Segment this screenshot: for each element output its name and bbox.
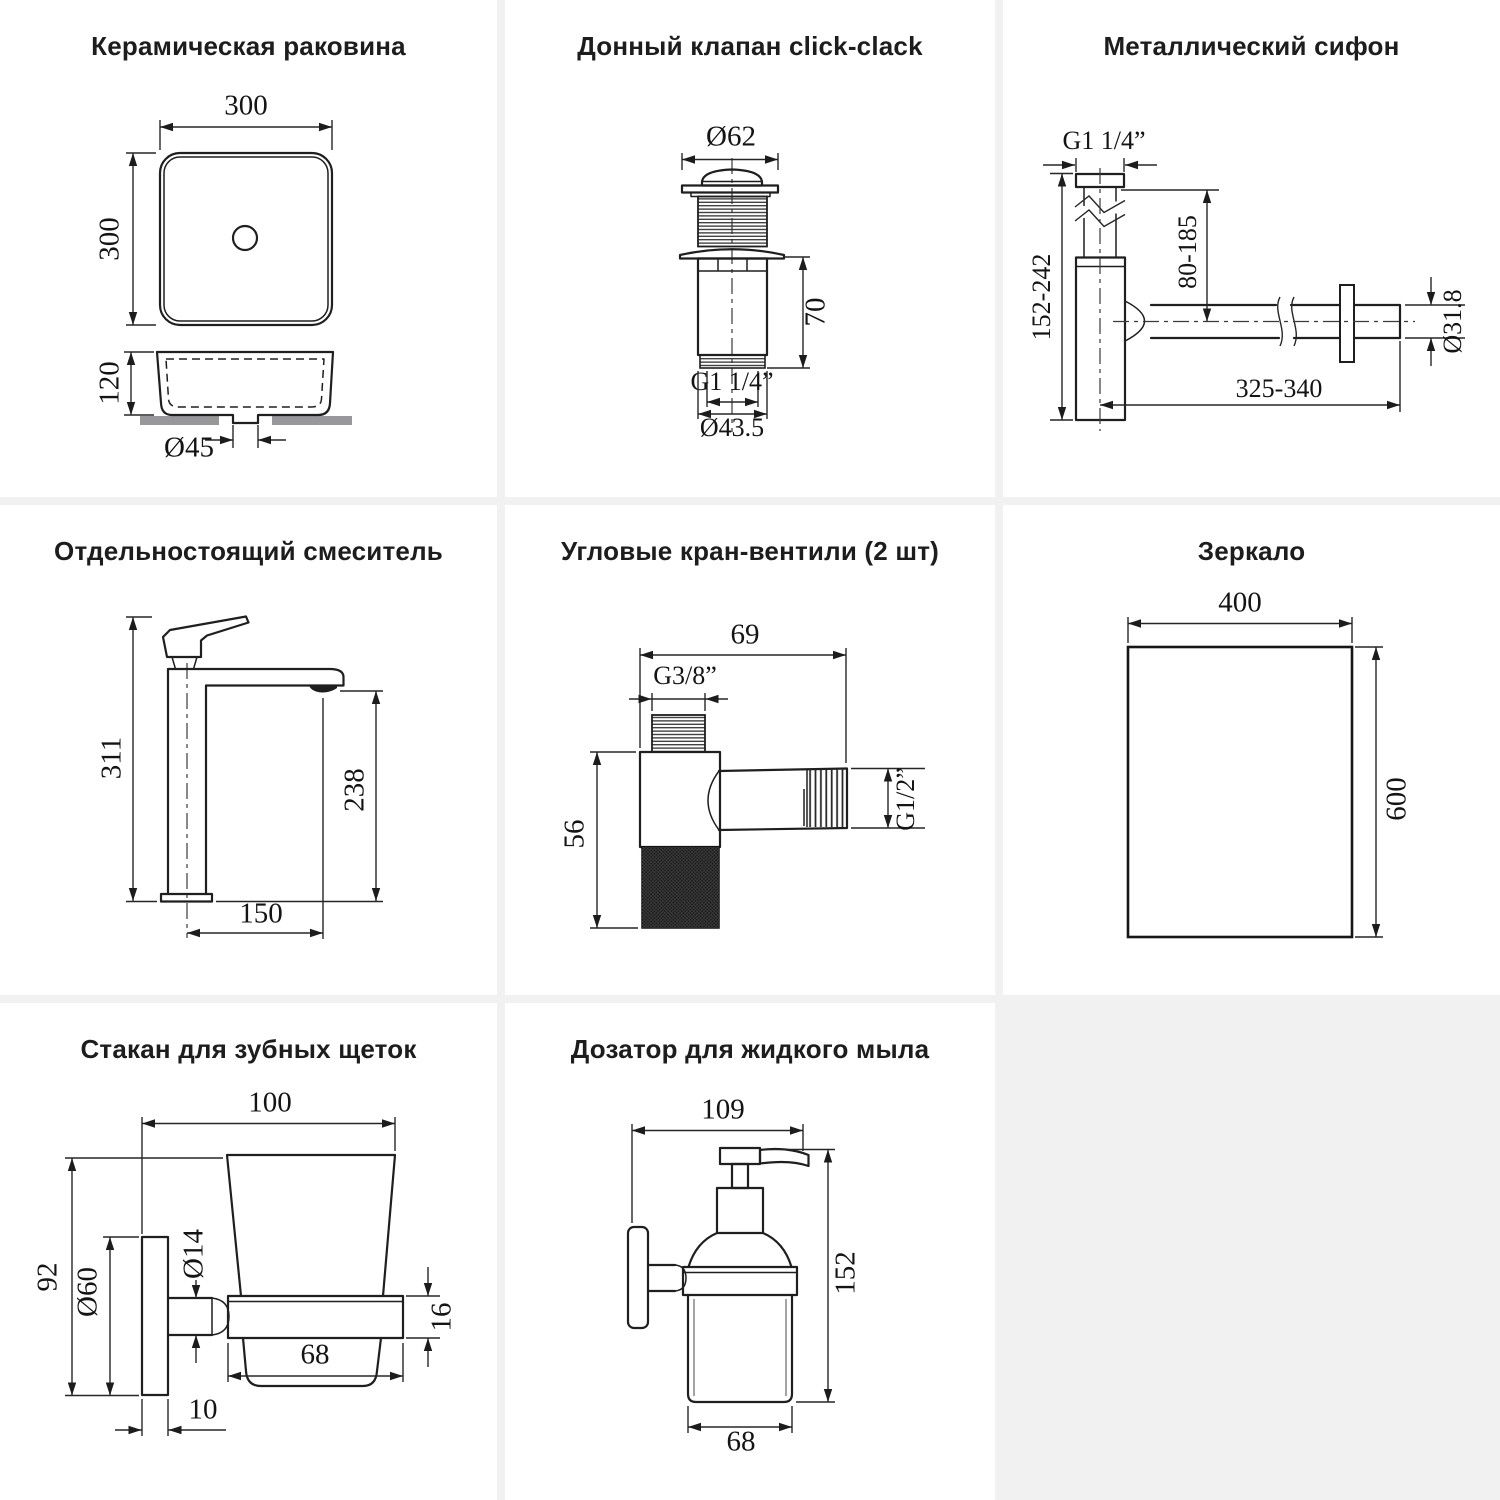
- dim-height-label: 92: [31, 1262, 64, 1292]
- dim-width-label: 69: [730, 618, 760, 651]
- soap-dispenser-drawing: [505, 1003, 995, 1500]
- dim-inlet-offset-label: 80-185: [1172, 215, 1202, 289]
- dim-width-label: 100: [248, 1086, 292, 1119]
- valve-body: [640, 715, 847, 928]
- panel-title: Зеркало: [1197, 536, 1306, 566]
- pump-collar: [717, 1188, 763, 1233]
- inlet-thread: [652, 715, 705, 752]
- dim-drain-label: Ø45: [164, 431, 214, 464]
- wall-flange: [1340, 285, 1354, 362]
- dim-height-range-label: 152-242: [1026, 253, 1056, 341]
- pump-head: [720, 1148, 760, 1164]
- siphon-drawing: [1003, 0, 1500, 497]
- angle-valve-drawing: [505, 505, 995, 995]
- panel-soap-dispenser: [505, 1003, 995, 1500]
- pump-spout: [760, 1149, 809, 1166]
- panel-freestanding-mixer: [0, 505, 497, 995]
- click-clack-drawing: [505, 0, 995, 497]
- panel-ceramic-sink: [0, 0, 497, 497]
- panel-title: Донный клапан click-clack: [577, 31, 923, 61]
- sink-top-view: [160, 153, 332, 325]
- dim-arm-label: Ø14: [177, 1229, 210, 1279]
- dim-ring-label: 16: [425, 1302, 458, 1332]
- dim-width-label: 109: [701, 1093, 745, 1126]
- bottle-shoulder: [689, 1233, 792, 1267]
- mixer-drawing: [0, 505, 497, 995]
- countertop-right: [272, 416, 352, 425]
- dim-total-height-label: 311: [95, 736, 128, 780]
- mirror-dimensions: [1128, 587, 1413, 937]
- aerator: [309, 686, 337, 693]
- panel-title: Металлический сифон: [1103, 31, 1400, 61]
- dim-height-label: 56: [558, 819, 591, 849]
- dim-outlet-label: G1/2”: [890, 767, 920, 831]
- dim-height-label: 120: [93, 361, 126, 405]
- panel-title: Дозатор для жидкого мыла: [570, 1034, 930, 1064]
- dim-depth-label: 300: [93, 217, 126, 261]
- panel-metal-siphon: [1003, 0, 1500, 497]
- outlet-thread: [808, 770, 846, 828]
- panel-mirror: [1003, 505, 1500, 995]
- dim-height-label: 70: [799, 297, 832, 327]
- dim-spout-height-label: 238: [338, 768, 371, 812]
- arm-nose: [212, 1298, 229, 1335]
- ceramic-sink-drawing: [0, 0, 497, 497]
- mixer-body: [161, 617, 344, 902]
- panel-click-clack-valve: [505, 0, 995, 497]
- wall-plate: [628, 1227, 648, 1328]
- dim-pipe-label: Ø31.8: [1437, 289, 1467, 354]
- knurl-texture: [642, 847, 719, 928]
- panel-title: Стакан для зубных щеток: [80, 1034, 417, 1064]
- upper-thread: [698, 197, 767, 247]
- dim-width-label: 400: [1218, 586, 1262, 619]
- dim-plate-depth-label: 10: [188, 1393, 218, 1426]
- panel-title: Угловые кран-вентили (2 шт): [560, 536, 940, 566]
- siphon-dimensions: [1027, 126, 1467, 420]
- empty-cell: [1003, 1003, 1500, 1500]
- sink-side-dimensions: [94, 352, 286, 464]
- glass-cup: [227, 1155, 395, 1296]
- dim-cup-label: 68: [300, 1338, 330, 1371]
- panel-title: Отдельностоящий смеситель: [54, 536, 443, 566]
- panel-angle-valves: [505, 505, 995, 995]
- lever-handle: [163, 617, 249, 658]
- dim-bottle-label: 68: [726, 1425, 756, 1458]
- dim-height-label: 152: [829, 1251, 862, 1295]
- mirror-drawing: [1003, 505, 1500, 995]
- dim-reach-label: 150: [239, 897, 283, 930]
- countertop-left: [140, 416, 219, 425]
- mixer-dimensions: [96, 617, 383, 939]
- dim-inlet-label: G3/8”: [653, 660, 717, 690]
- panel-title: Керамическая раковина: [91, 31, 406, 61]
- cup-dimensions: [32, 1087, 458, 1436]
- valve-dimensions: [682, 121, 832, 442]
- glass-bottle: [688, 1295, 792, 1402]
- holder-ring: [683, 1267, 797, 1295]
- dim-diameter-label: Ø43.5: [699, 412, 765, 442]
- dim-cap-label: Ø62: [706, 120, 756, 153]
- dim-width-label: 300: [224, 89, 268, 122]
- dispenser-body: [628, 1148, 809, 1402]
- valve-dimensions: [559, 619, 925, 928]
- dim-thread-label: G1 1/4”: [690, 366, 774, 396]
- mirror-outline: [1128, 647, 1352, 937]
- sink-side-view: [140, 352, 352, 425]
- dim-height-label: 600: [1380, 777, 1413, 821]
- sink-top-dimensions: [94, 90, 332, 325]
- arm-nose: [675, 1265, 686, 1291]
- panel-toothbrush-cup: [0, 1003, 497, 1500]
- holder-ring: [228, 1296, 403, 1338]
- dim-thread-label: G1 1/4”: [1062, 125, 1146, 155]
- dim-length-range-label: 325-340: [1235, 373, 1323, 403]
- dim-plate-label: Ø60: [71, 1267, 104, 1317]
- toothbrush-cup-drawing: [0, 1003, 497, 1500]
- wall-plate: [142, 1237, 168, 1395]
